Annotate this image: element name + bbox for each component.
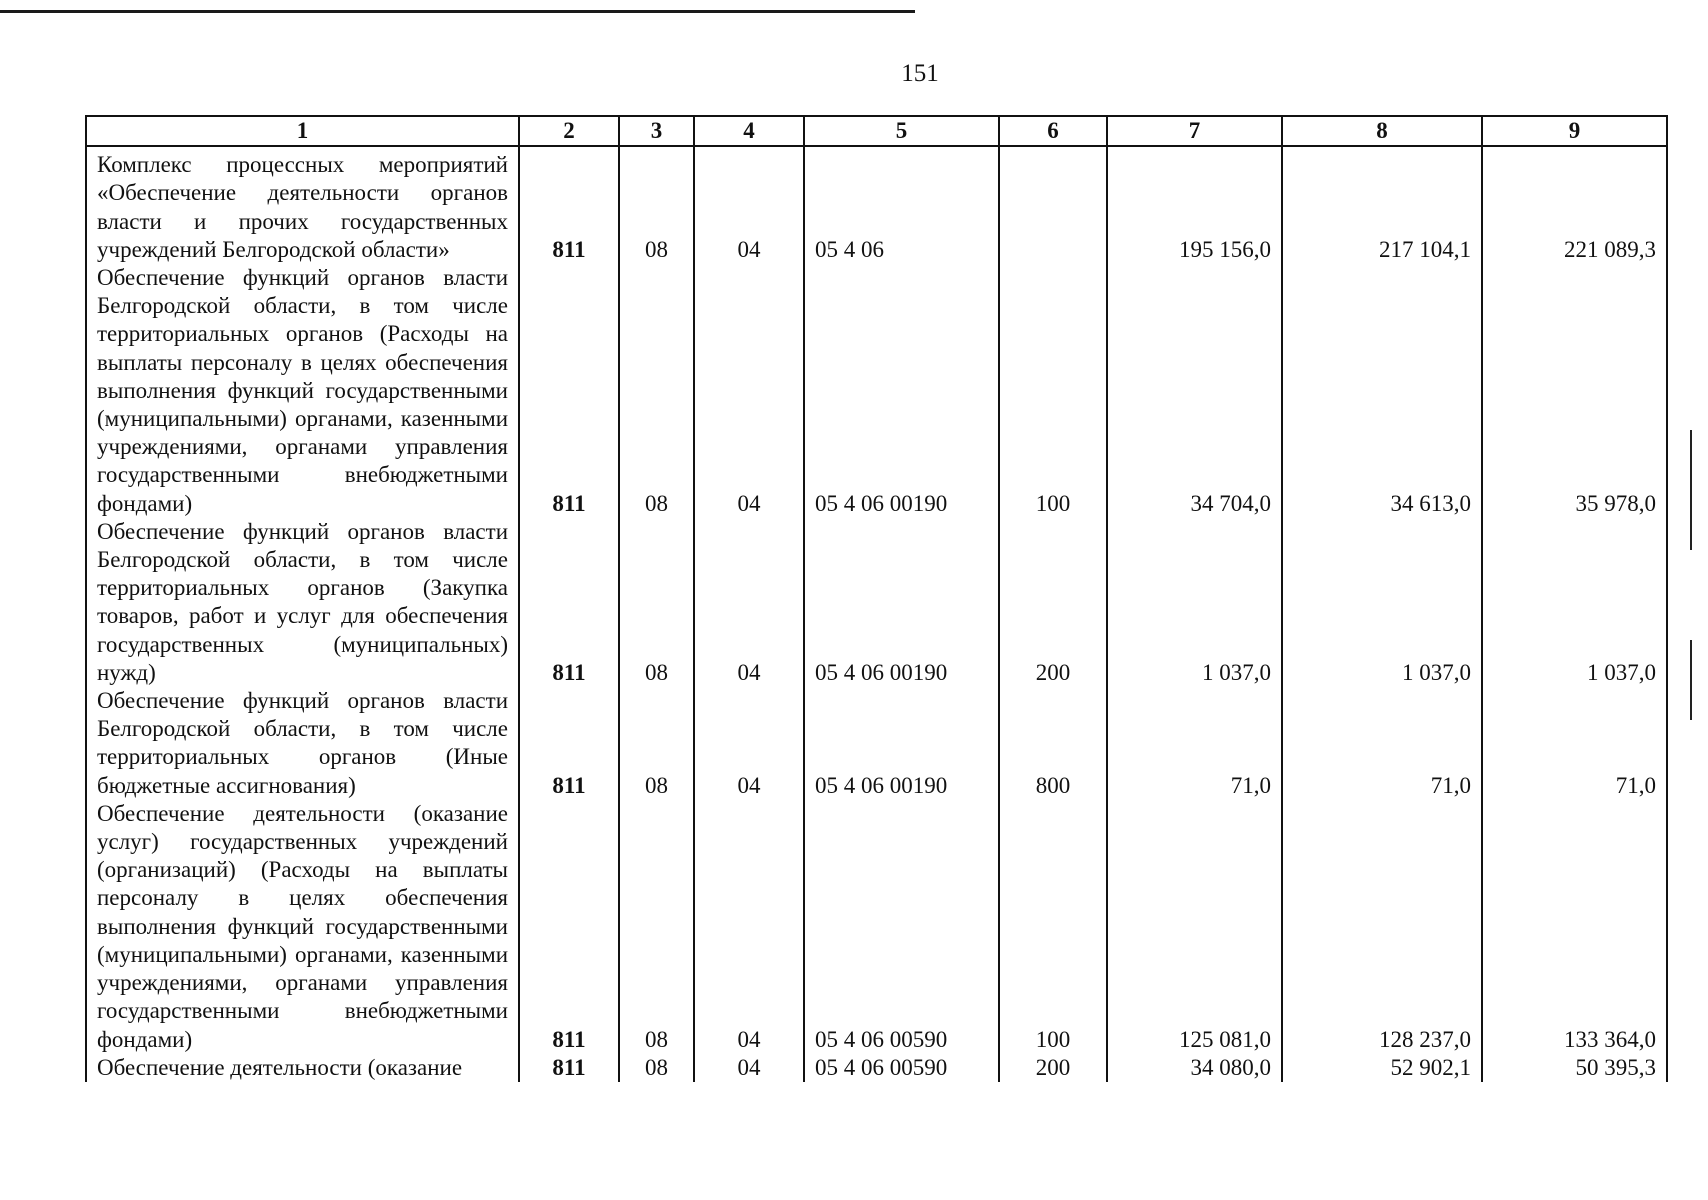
admin-code: 811 <box>519 264 619 518</box>
row-name: Комплекс процессных мероприятий «Обеспечение деятельности органов власти и прочих государственных учреждений Белгородской области» <box>86 146 519 264</box>
subsection-code: 04 <box>694 687 804 800</box>
section-code: 08 <box>619 146 694 264</box>
value-col-8: 52 902,1 <box>1282 1054 1482 1082</box>
header-cell: 9 <box>1482 116 1667 146</box>
header-cell: 4 <box>694 116 804 146</box>
header-cell: 1 <box>86 116 519 146</box>
value-col-7: 125 081,0 <box>1107 800 1282 1054</box>
admin-code: 811 <box>519 800 619 1054</box>
expense-type: 100 <box>999 800 1107 1054</box>
target-article: 05 4 06 <box>804 146 999 264</box>
value-col-7: 1 037,0 <box>1107 518 1282 687</box>
subsection-code: 04 <box>694 146 804 264</box>
table-row <box>86 1054 1667 1082</box>
header-cell: 2 <box>519 116 619 146</box>
target-article: 05 4 06 00590 <box>804 800 999 1054</box>
row-name: Обеспечение деятельности (оказание услуг) государственных учреждений (организаций) (Расходы на выплаты персоналу в целях обеспечения выполнения функций государственными (муниципальными) органами, казенными учреждениями, органами управления государственными внебюджетными фондами) <box>86 800 519 1054</box>
subsection-code: 04 <box>694 518 804 687</box>
expense-type: 800 <box>999 687 1107 800</box>
expense-type <box>999 146 1107 264</box>
subsection-code: 04 <box>694 1054 804 1082</box>
section-code: 08 <box>619 1054 694 1082</box>
table-row <box>86 800 1667 1054</box>
target-article: 05 4 06 00190 <box>804 518 999 687</box>
row-name: Обеспечение функций органов власти Белгородской области, в том числе территориальных органов (Расходы на выплаты персоналу в целях обеспечения выполнения функций государственными (муниципальными) органами, казенными учреждениями, органами управления государственными внебюджетными фондами) <box>86 264 519 518</box>
value-col-7: 34 080,0 <box>1107 1054 1282 1082</box>
scan-border-top <box>0 10 915 13</box>
section-code: 08 <box>619 264 694 518</box>
value-col-8: 128 237,0 <box>1282 800 1482 1054</box>
value-col-8: 1 037,0 <box>1282 518 1482 687</box>
value-col-8: 71,0 <box>1282 687 1482 800</box>
value-col-7: 71,0 <box>1107 687 1282 800</box>
value-col-7: 195 156,0 <box>1107 146 1282 264</box>
value-col-9: 50 395,3 <box>1482 1054 1667 1082</box>
target-article: 05 4 06 00190 <box>804 687 999 800</box>
value-col-9: 1 037,0 <box>1482 518 1667 687</box>
header-cell: 3 <box>619 116 694 146</box>
scan-border-right <box>1690 430 1692 550</box>
row-name: Обеспечение функций органов власти Белгородской области, в том числе территориальных органов (Иные бюджетные ассигнования) <box>86 687 519 800</box>
admin-code: 811 <box>519 687 619 800</box>
page-number: 151 <box>901 60 939 87</box>
header-cell: 8 <box>1282 116 1482 146</box>
value-col-7: 34 704,0 <box>1107 264 1282 518</box>
header-cell: 7 <box>1107 116 1282 146</box>
admin-code: 811 <box>519 518 619 687</box>
section-code: 08 <box>619 687 694 800</box>
header-cell: 6 <box>999 116 1107 146</box>
value-col-8: 34 613,0 <box>1282 264 1482 518</box>
admin-code: 811 <box>519 1054 619 1082</box>
expense-type: 200 <box>999 518 1107 687</box>
value-col-9: 133 364,0 <box>1482 800 1667 1054</box>
value-col-9: 221 089,3 <box>1482 146 1667 264</box>
subsection-code: 04 <box>694 800 804 1054</box>
value-col-8: 217 104,1 <box>1282 146 1482 264</box>
section-code: 08 <box>619 518 694 687</box>
subsection-code: 04 <box>694 264 804 518</box>
table-row <box>86 264 1667 518</box>
table-row <box>86 687 1667 800</box>
row-name: Обеспечение деятельности (оказание <box>86 1054 519 1082</box>
row-name: Обеспечение функций органов власти Белгородской области, в том числе территориальных органов (Закупка товаров, работ и услуг для обеспечения государственных (муниципальных) нужд) <box>86 518 519 687</box>
scan-border-right <box>1690 640 1692 720</box>
table-row <box>86 146 1667 264</box>
value-col-9: 35 978,0 <box>1482 264 1667 518</box>
budget-table <box>85 115 1668 1082</box>
table-row <box>86 518 1667 687</box>
value-col-9: 71,0 <box>1482 687 1667 800</box>
section-code: 08 <box>619 800 694 1054</box>
header-row <box>86 116 1667 146</box>
expense-type: 100 <box>999 264 1107 518</box>
header-cell: 5 <box>804 116 999 146</box>
target-article: 05 4 06 00190 <box>804 264 999 518</box>
admin-code: 811 <box>519 146 619 264</box>
target-article: 05 4 06 00590 <box>804 1054 999 1082</box>
expense-type: 200 <box>999 1054 1107 1082</box>
